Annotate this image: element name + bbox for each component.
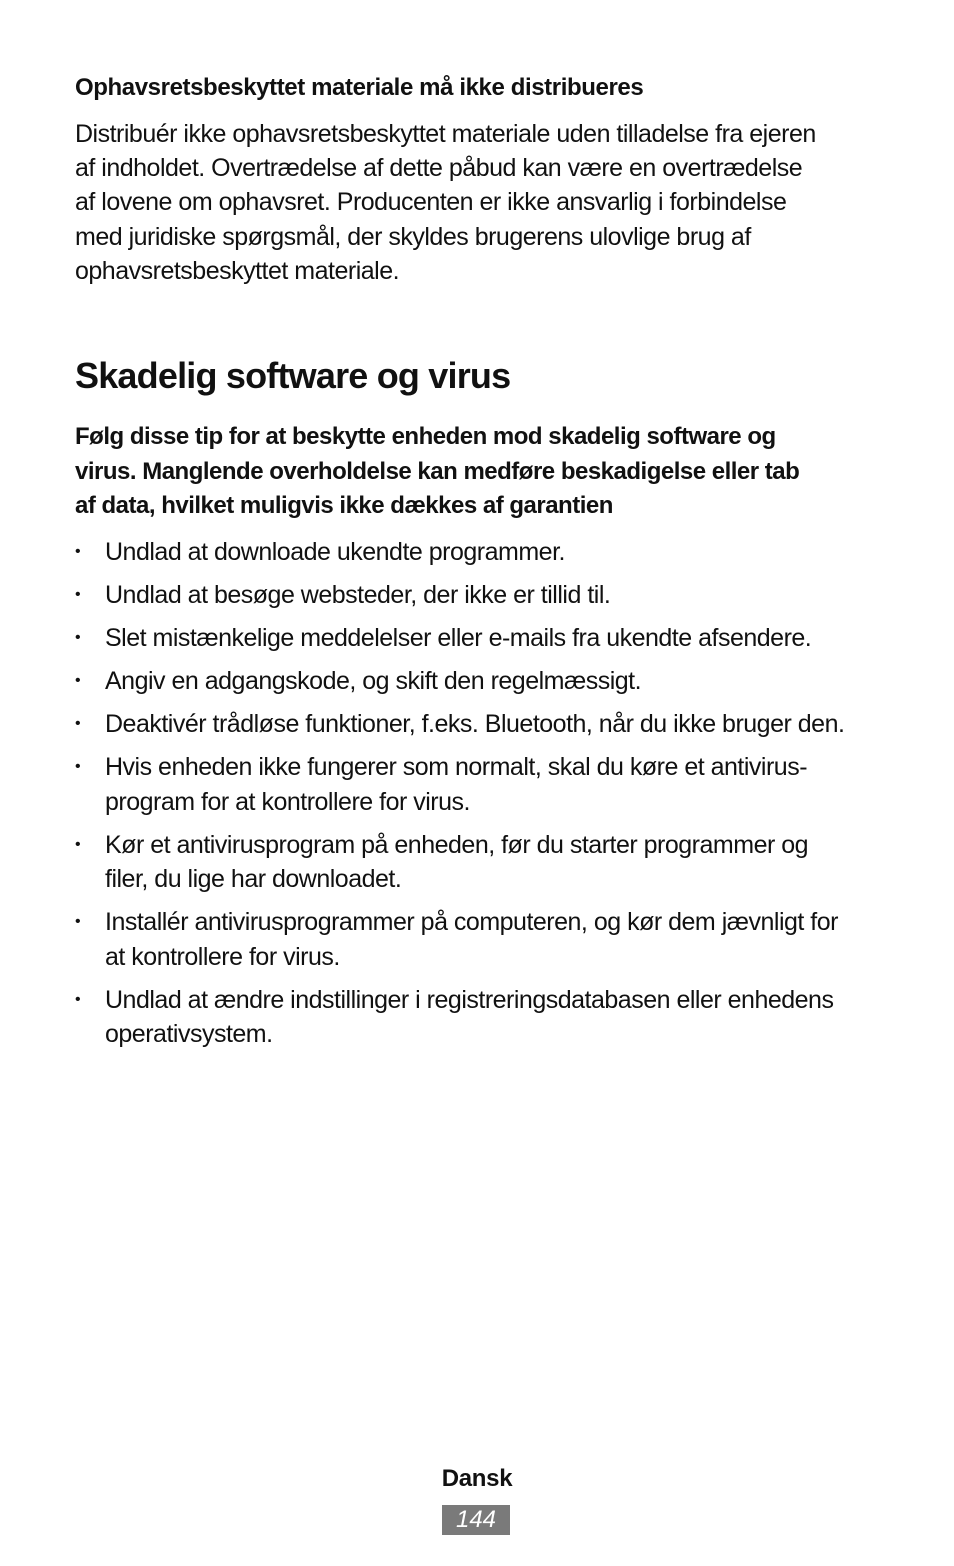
copyright-heading: Ophavsretsbeskyttet materiale må ikke distribueres xyxy=(75,74,644,101)
tip-text: Installér antivirusprogrammer på computeren, og kør dem jævnligt for xyxy=(105,908,838,936)
list-item xyxy=(75,905,885,974)
tip-text: program for at kontrollere for virus. xyxy=(105,787,470,816)
tip-text: operativsystem. xyxy=(105,1020,273,1048)
tip-text: at kontrollere for virus. xyxy=(105,942,340,971)
copyright-line: Distribuér ikke ophavsretsbeskyttet materiale uden tilladelse fra ejeren xyxy=(75,120,816,148)
bullet-icon: • xyxy=(75,913,81,930)
tip-text: Slet mistænkelige meddelelser eller e-mails fra ukendte afsendere. xyxy=(105,624,812,652)
copyright-line: ophavsretsbeskyttet materiale. xyxy=(75,256,400,285)
copyright-line: af lovene om ophavsret. Producenten er ikke ansvarlig i forbindelse xyxy=(75,188,787,217)
section-intro xyxy=(75,420,875,524)
tip-text: Angiv en adgangskode, og skift den regelmæssigt. xyxy=(105,667,642,695)
copyright-line: med juridiske spørgsmål, der skyldes brugerens ulovlige brug af xyxy=(75,222,751,251)
section-title: Skadelig software og virus xyxy=(75,355,511,396)
intro-line: Følg disse tip for at beskytte enheden mod skadelig software og xyxy=(75,423,776,450)
list-item xyxy=(75,621,885,656)
tip-text: Undlad at downloade ukendte programmer. xyxy=(105,538,565,566)
list-item xyxy=(75,578,885,613)
tip-text: Deaktivér trådløse funktioner, f.eks. Bluetooth, når du ikke bruger den. xyxy=(105,710,845,738)
copyright-paragraph xyxy=(75,117,865,288)
bullet-icon: • xyxy=(75,758,81,775)
bullet-icon: • xyxy=(75,543,81,560)
intro-line: af data, hvilket muligvis ikke dækkes af garantien xyxy=(75,492,613,519)
tip-text: Hvis enheden ikke fungerer som normalt, skal du køre et antivirus- xyxy=(105,753,808,781)
tip-text: filer, du lige har downloadet. xyxy=(105,865,402,893)
tip-text: Undlad at ændre indstillinger i registreringsdatabasen eller enhedens xyxy=(105,985,834,1014)
list-item xyxy=(75,983,885,1052)
list-item xyxy=(75,535,885,570)
footer-language: Dansk xyxy=(441,1465,513,1492)
list-item xyxy=(75,707,885,742)
tip-text: Undlad at besøge websteder, der ikke er tillid til. xyxy=(105,581,611,609)
tips-list xyxy=(75,535,885,1060)
list-item xyxy=(75,750,885,819)
intro-line: virus. Manglende overholdelse kan medføre beskadigelse eller tab xyxy=(75,457,800,485)
copyright-line: af indholdet. Overtrædelse af dette påbud kan være en overtrædelse xyxy=(75,154,803,183)
bullet-icon: • xyxy=(75,835,81,853)
tip-text: Kør et antivirusprogram på enheden, før du starter programmer og xyxy=(105,830,809,859)
list-item xyxy=(75,828,885,897)
bullet-icon: • xyxy=(75,672,81,689)
bullet-icon: • xyxy=(75,715,81,732)
bullet-icon: • xyxy=(75,629,81,646)
bullet-icon: • xyxy=(75,990,81,1008)
page-number-badge: 144 xyxy=(442,1505,510,1535)
list-item xyxy=(75,664,885,699)
bullet-icon: • xyxy=(75,586,81,603)
